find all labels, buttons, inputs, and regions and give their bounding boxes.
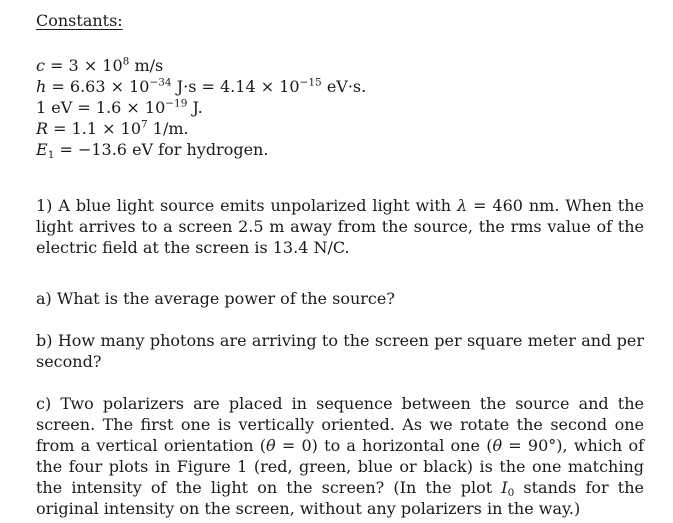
constant-speed-of-light: $c = 3 \times 10^8$ m/s — [36, 55, 164, 75]
constant-electron-volt: 1 eV = $1.6 \times 10^{-19}$ J. — [36, 97, 203, 117]
constants-list — [36, 55, 366, 160]
constants-heading: Constants: — [36, 11, 123, 30]
question-1: 1) A blue light source emits unpolarized light with λ = 460 nm. When the light arrives to a screen 2.5 m away from the source, the rms value of the electric field at the screen is 13.4 N/C. — [36, 196, 644, 257]
question-1a: a) What is the average power of the source? — [36, 289, 395, 308]
constant-hydrogen-energy: $E_1 = -13.6$ eV for hydrogen. — [36, 140, 269, 162]
question-1c: c) Two polarizers are placed in sequence between the source and the screen. The first one is vertically oriented. As we rotate the second one from a vertical orientation (θ = 0) to a horizontal one (θ = 90°), which of the four plots in Figure 1 (red, green, blue or black) is the one matching the intensity of the light on the screen? (In the plot $I_0$ stands for the original intensity on the screen, without any polarizers in the way.) — [36, 394, 645, 518]
question-1b: b) How many photons are arriving to the screen per square meter and per second? — [36, 331, 644, 371]
constant-rydberg: $R = 1.1 \times 10^7$ 1/m. — [36, 118, 189, 138]
constant-planck: $h = 6.63 \times 10^{-34}$ $J\cdot s = 4.14 \times 10^{-15}$ eV·s. — [36, 76, 367, 96]
